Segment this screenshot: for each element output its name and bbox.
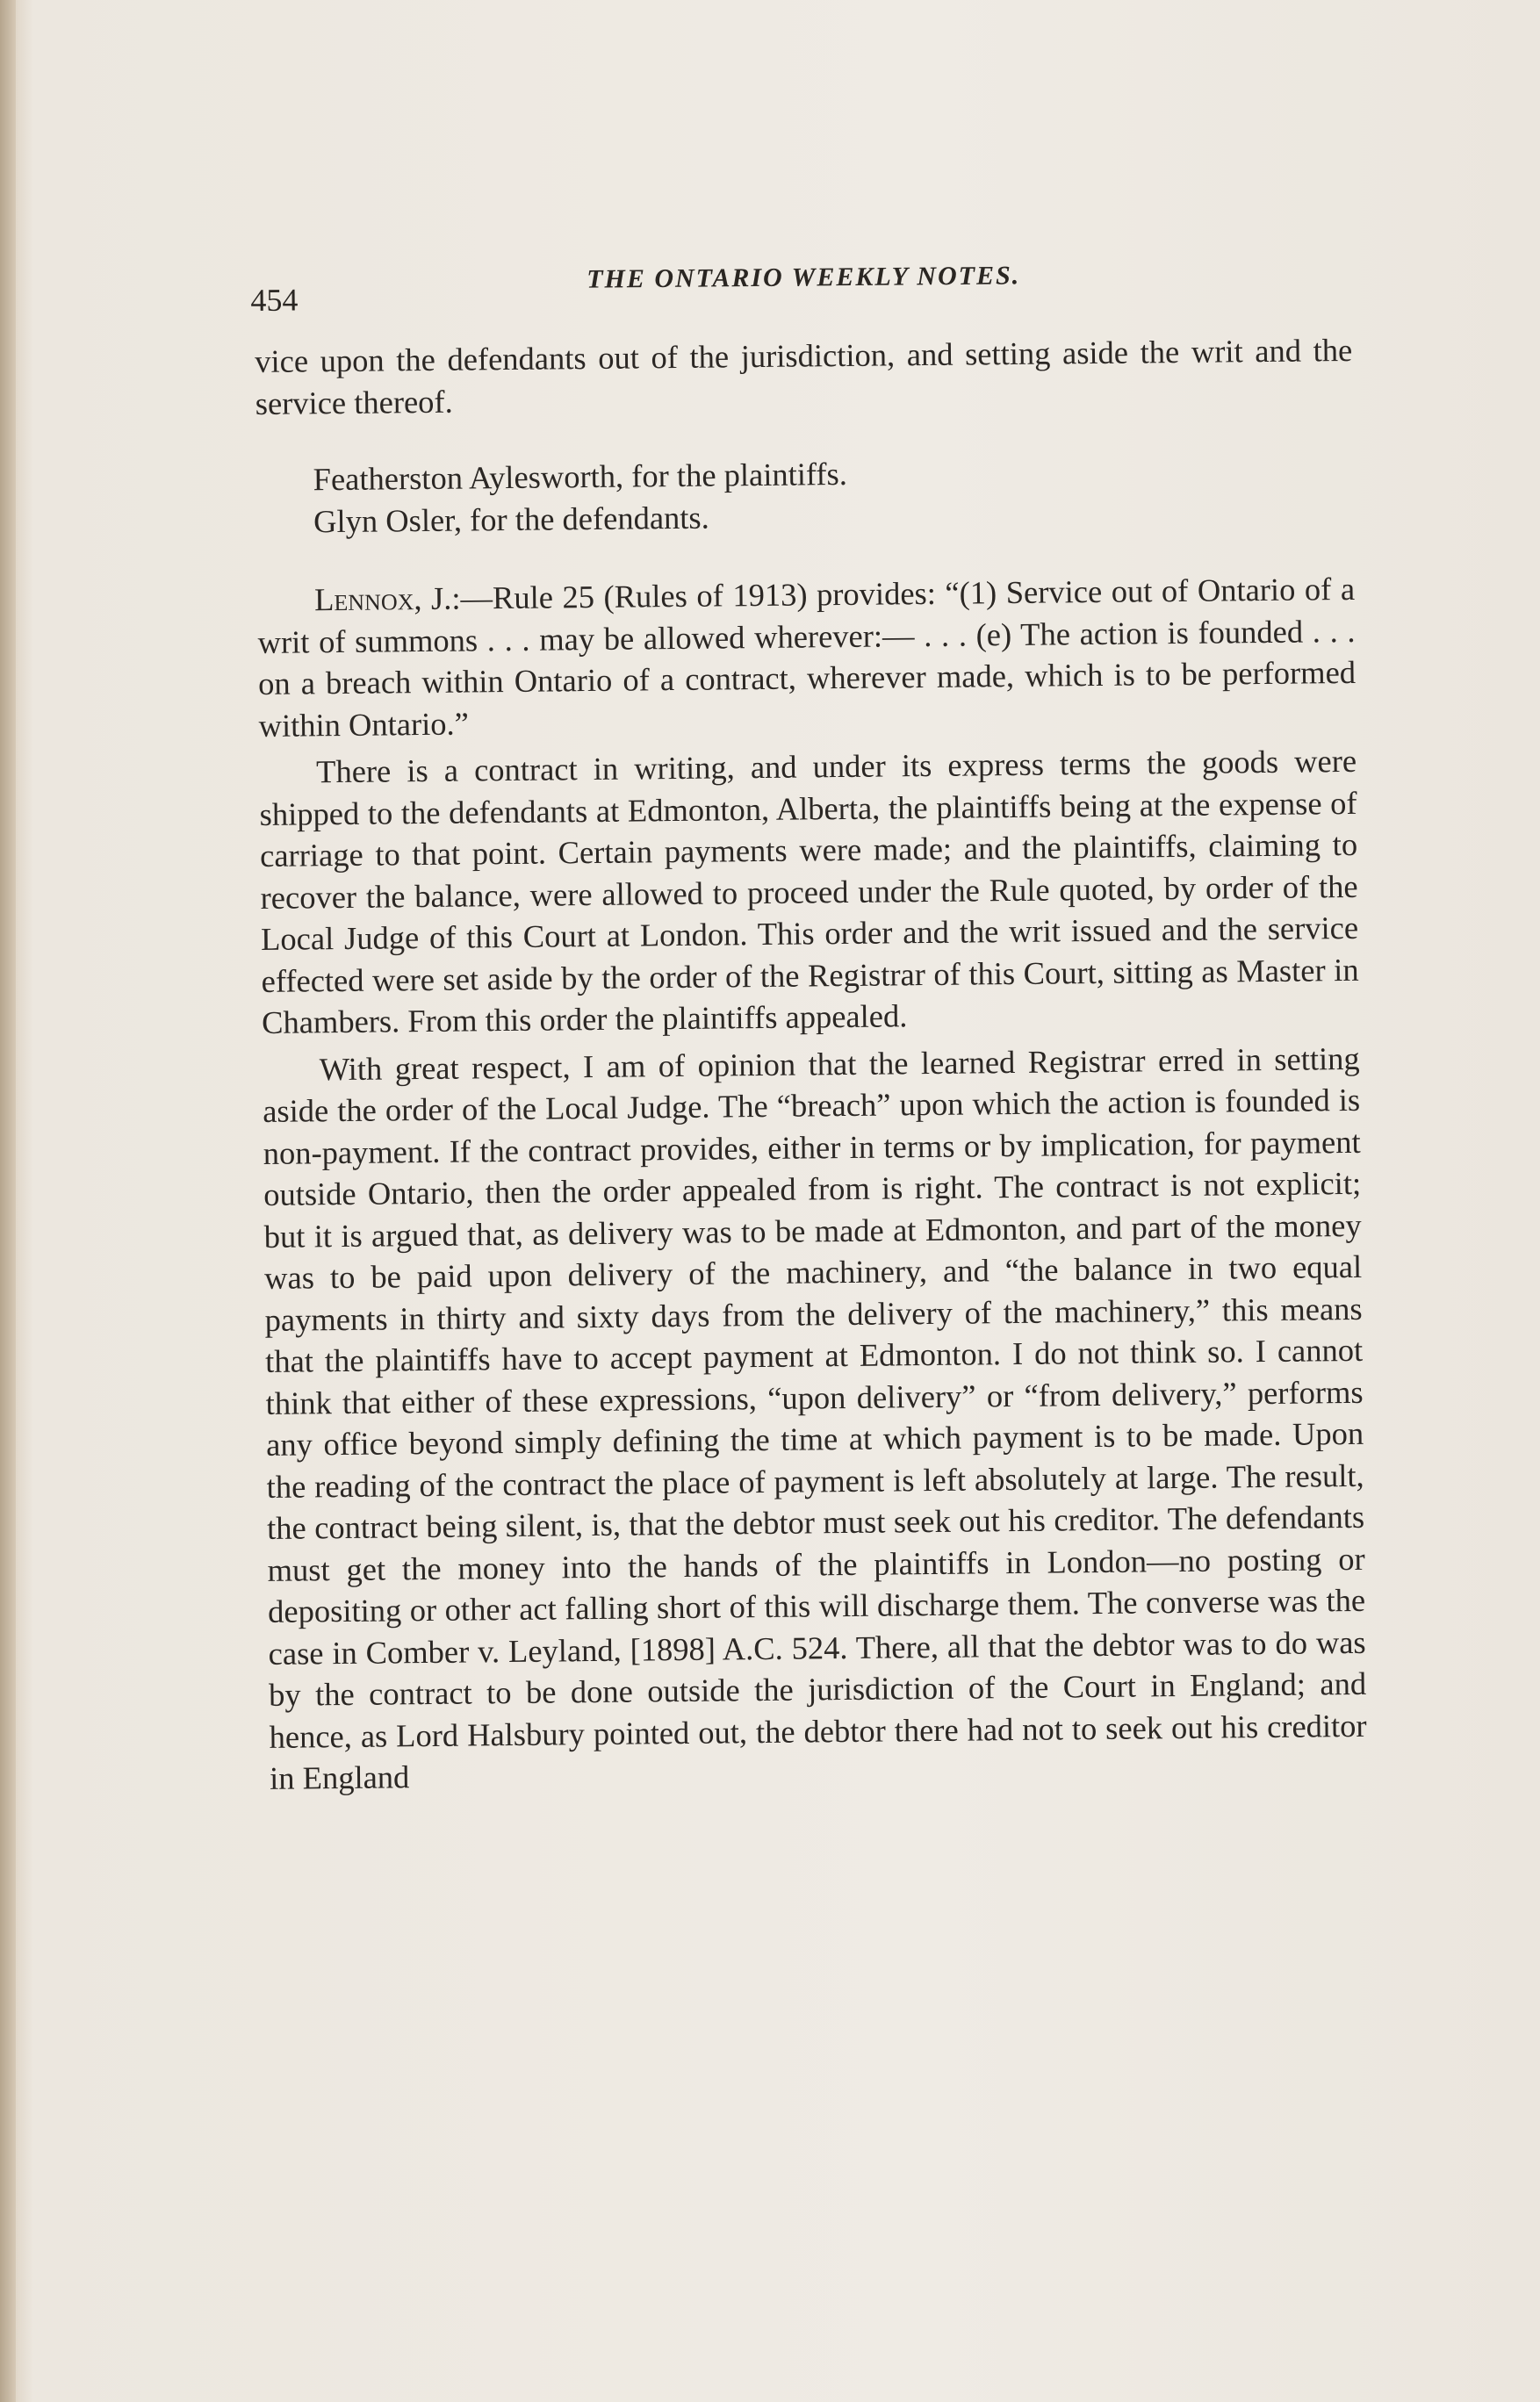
page-header <box>250 249 1356 318</box>
judgment-paragraph-1-text: :—Rule 25 (Rules of 1913) provides: “(1) Service out of Ontario of a writ of summons . . . may be allowed wherever:— . . . (e) The action is founded . . . on a breach within Ontario of a contract, wherever made, which is to be performed within Ontario.” <box>257 570 1356 744</box>
judgment-paragraph-3: With great respect, I am of opinion that the learned Registrar erred in setting aside the order of the Local Judge. The “breach” upon which the action is founded is non-payment. If the contract provides, either in terms or by implication, for payment outside Ontario, then the order appealed from is right. The contract is not explicit; but it is argued that, as delivery was to be made at Edmonton, and part of the money was to be paid upon delivery of the machinery, and “the balance in two equal payments in thirty and sixty days from the delivery of the machinery,” this means that the plaintiffs have to accept payment at Edmonton. I do not think so. I cannot think that either of these expressions, “upon delivery” or “from delivery,” performs any office beyond simply defining the time at which payment is to be made. Upon the reading of the contract the place of payment is left absolutely at large. The result, the contract being silent, is, that the debtor must seek out his creditor. The defendants must get the money into the hands of the plaintiffs in London—no posting or depositing or other act falling short of this will discharge them. The converse was the case in Comber v. Leyland, [1898] A.C. 524. There, all that the debtor was to do was by the contract to be done outside the jurisdiction of the Court in England; and hence, as Lord Halsbury pointed out, the debtor there had not to seek out his creditor in England <box>262 1039 1367 1796</box>
page-number: 454 <box>250 282 299 318</box>
page-body <box>255 329 1367 1799</box>
continuation-paragraph: vice upon the defendants out of the jurisdiction, and setting aside the writ and the service thereof. <box>255 331 1353 421</box>
counsel-block <box>255 448 1354 543</box>
counsel-defendants: Glyn Osler, for the defendants. <box>313 499 709 539</box>
judgment-paragraph-1 <box>257 568 1356 746</box>
running-title: THE ONTARIO WEEKLY NOTES. <box>586 261 1021 294</box>
counsel-plaintiffs: Featherston Aylesworth, for the plaintiffs. <box>313 455 848 498</box>
judgment-paragraph-2: There is a contract in writing, and under its express terms the goods were shipped to the defendants at Edmonton, Alberta, the plaintiffs being at the expense of carriage to that point. Certain payments were made; and the plaintiffs, claiming to recover the balance, were allowed to proceed under the Rule quoted, by order of the Local Judge of this Court at London. This order and the writ issued and the service effected were set aside by the order of the Registrar of this Court, sitting as Master in Chambers. From this order the plaintiffs appealed. <box>259 742 1359 1040</box>
book-spine-edge <box>0 0 16 2402</box>
judge-name: Lennox, J. <box>313 579 452 618</box>
